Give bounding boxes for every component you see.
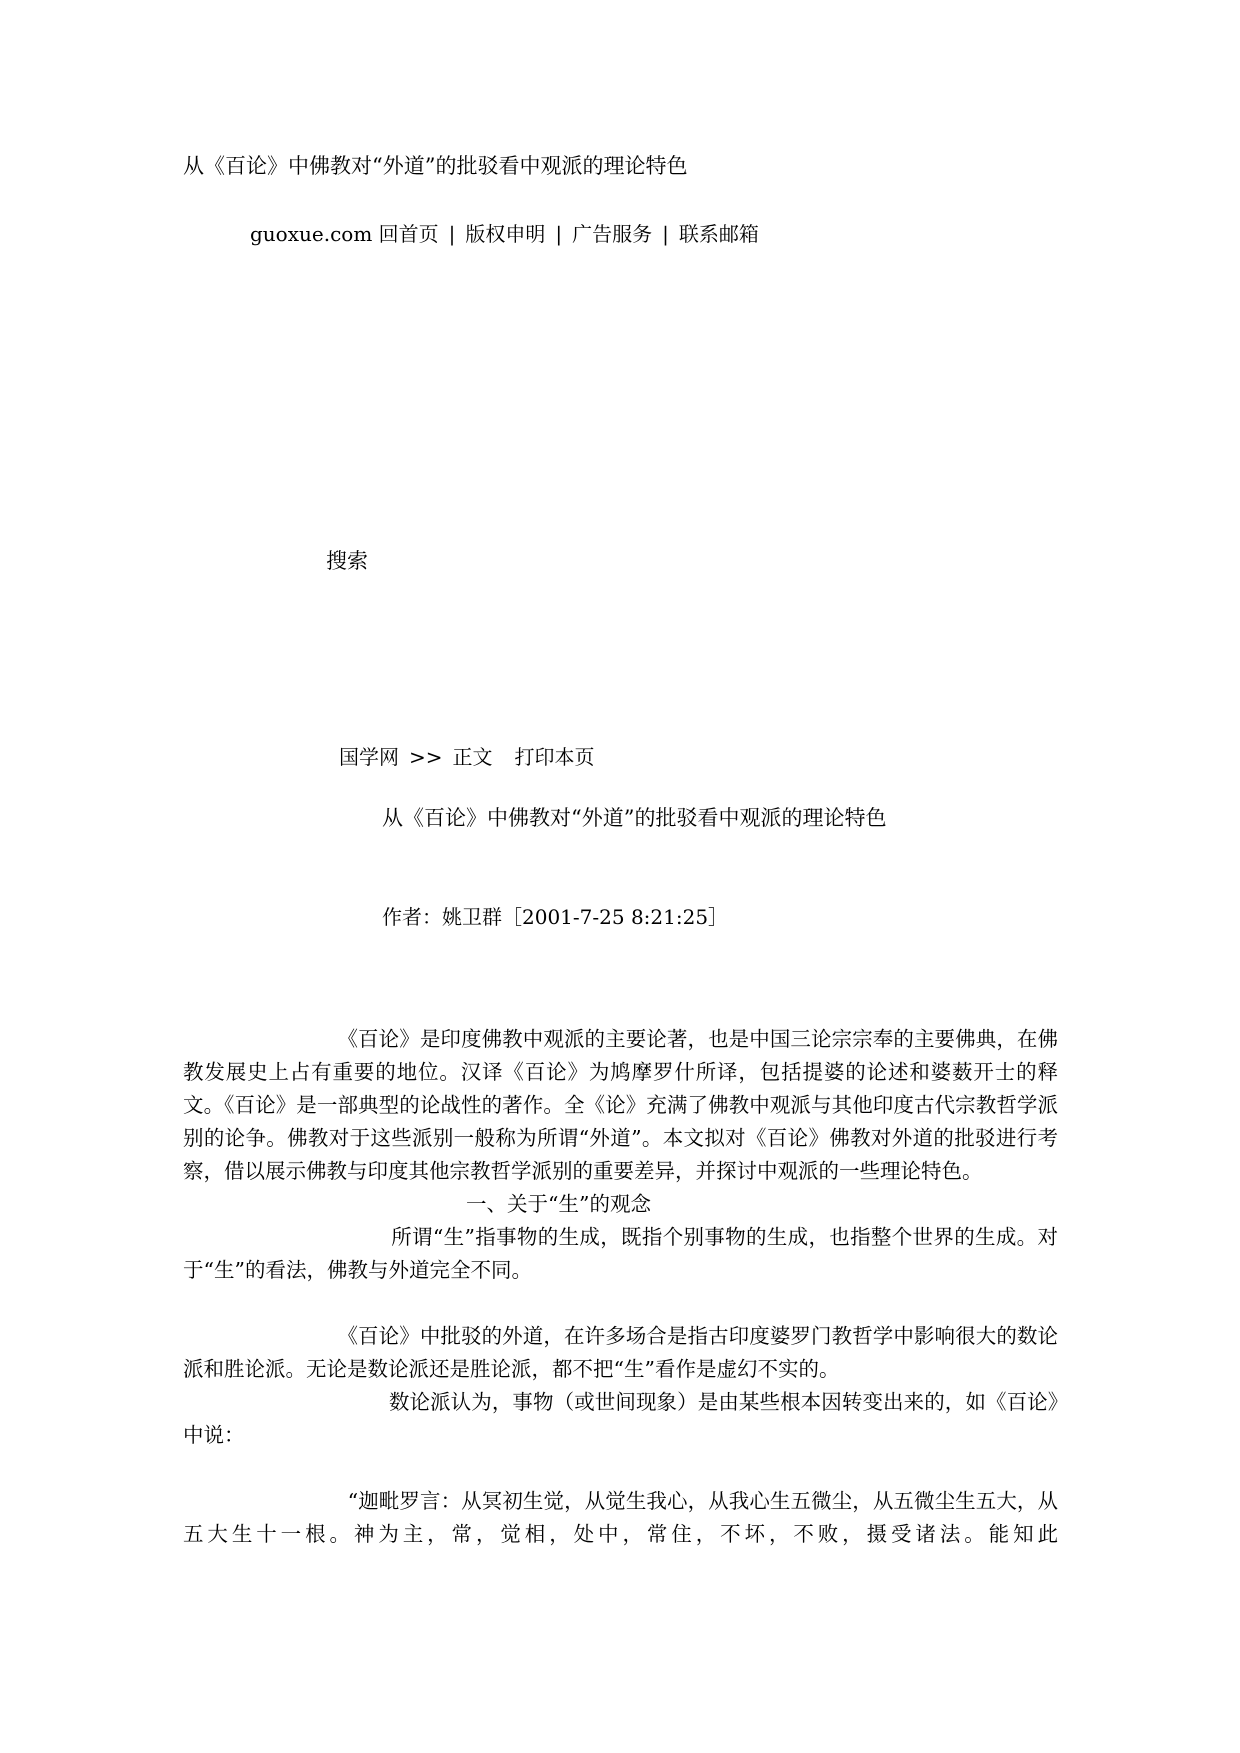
article-paragraph: 《百论》中批驳的外道，在许多场合是指古印度婆罗门教哲学中影响很大的数论派和胜论派。无论是数论派还是胜论派，都不把“生”看作是虚幻不实的。 [183,1324,1058,1381]
nav-link-home[interactable]: guoxue.com 回首页 [250,222,439,246]
article-body [183,1023,1058,1551]
print-page-link[interactable]: 打印本页 [514,745,595,769]
nav-separator: | [662,222,669,246]
breadcrumb-current: 正文 [452,745,493,769]
breadcrumb-arrow: >> [409,745,443,769]
article-title: 从《百论》中佛教对“外道”的批驳看中观派的理论特色 [382,806,887,830]
article-paragraph: 所谓“生”指事物的生成，既指个别事物的生成，也指整个世界的生成。对于“生”的看法，佛教与外道完全不同。 [183,1225,1058,1282]
breadcrumb [339,741,595,770]
nav-link-contact-email[interactable]: 联系邮箱 [678,222,759,246]
article-quote: “迦毗罗言：从冥初生觉，从觉生我心，从我心生五微尘，从五微尘生五大，从五大生十一根。神为主，常，觉相，处中，常住，不坏，不败，摄受诸法。能知此 [183,1489,1058,1546]
article-paragraph: 《百论》是印度佛教中观派的主要论著，也是中国三论宗宗奉的主要佛典，在佛教发展史上占有重要的地位。汉译《百论》为鸠摩罗什所译，包括提婆的论述和婆薮开士的释文。《百论》是一部典型的论战性的著作。全《论》充满了佛教中观派与其他印度古代宗教哲学派别的论争。佛教对于这些派别一般称为所谓“外道”。本文拟对《百论》佛教对外道的批驳进行考察，借以展示佛教与印度其他宗教哲学派别的重要差异，并探讨中观派的一些理论特色。 [183,1027,1058,1183]
breadcrumb-home-link[interactable]: 国学网 [339,745,399,769]
nav-link-advertising[interactable]: 广告服务 [572,222,653,246]
nav-separator: | [448,222,456,246]
section-heading: 一、关于“生”的观念 [466,1192,651,1216]
article-paragraph: 数论派认为，事物（或世间现象）是由某些根本因转变出来的，如《百论》中说： [183,1390,1058,1447]
search-button[interactable]: 搜索 [326,549,368,573]
nav-separator: | [555,222,563,246]
nav-link-copyright[interactable]: 版权申明 [465,222,546,246]
page-title: 从《百论》中佛教对“外道”的批驳看中观派的理论特色 [183,154,688,178]
article-byline: 作者：姚卫群［2001-7-25 8:21:25］ [382,905,729,929]
top-nav [250,218,759,247]
